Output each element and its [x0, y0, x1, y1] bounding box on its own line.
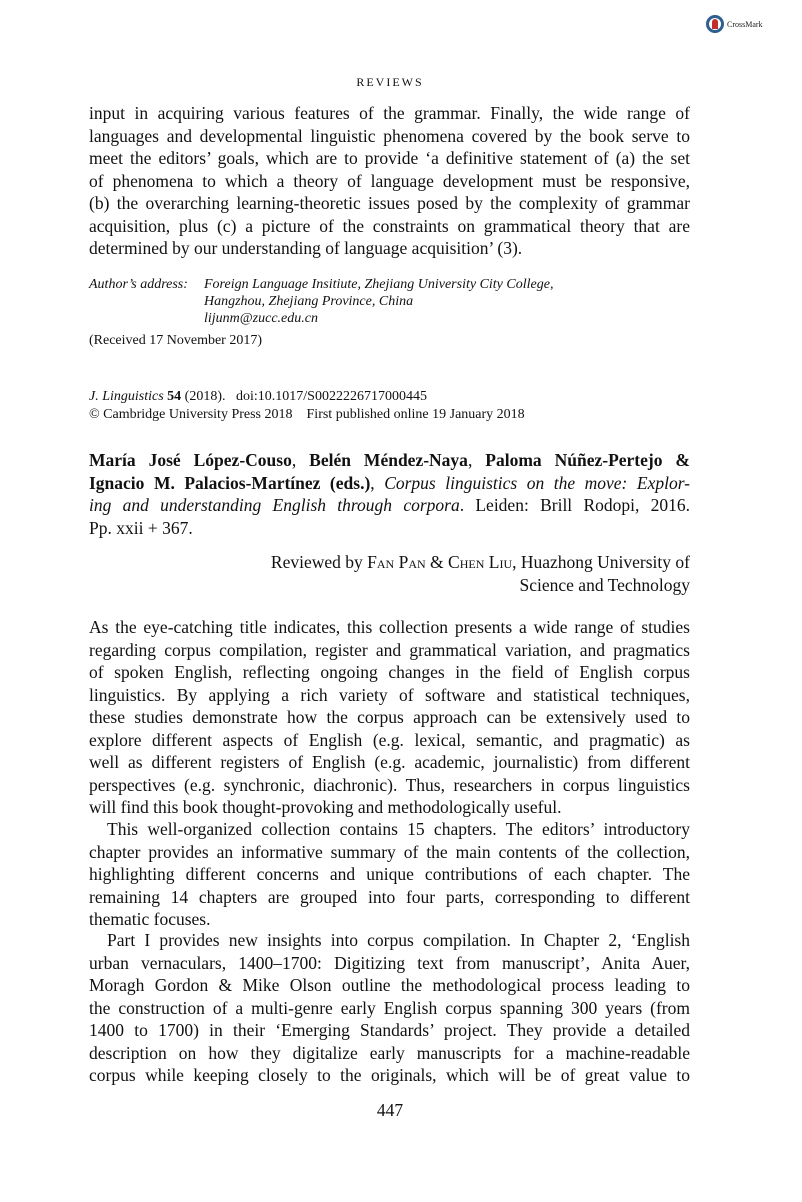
- text-line: explore different aspects of English (e.g. lexical, semantic, and pragmatic) as: [89, 729, 690, 750]
- author-name: Ignacio M. Palacios-Martínez (eds.): [89, 472, 371, 493]
- text-line: languages and developmental linguistic phenomena covered by the book serve to: [89, 125, 690, 146]
- book-title: ing and understanding English through corpora: [89, 495, 460, 515]
- journal-info: [89, 388, 525, 424]
- doi-link[interactable]: doi:10.1017/S0022226717000445: [236, 389, 427, 404]
- body-paragraph: [89, 616, 690, 819]
- author-name: Paloma Núñez-Pertejo &: [485, 450, 690, 470]
- text-line: well as different registers of English (e.g. academic, journalistic) from different: [89, 752, 690, 772]
- journal-name: J. Linguistics: [89, 389, 164, 404]
- text-line: Pp. xxii + 367.: [89, 517, 193, 538]
- text-line: perspectives (e.g. synchronic, diachronic). Thus, researchers in corpus linguistics: [89, 774, 690, 795]
- reviewed-by-label: Reviewed by: [270, 552, 368, 572]
- text-line: urban vernaculars, 1400–1700: Digitizing text from manuscript’, Anita Auer,: [89, 952, 690, 973]
- reviewer-affiliation: Science and Technology: [519, 574, 690, 595]
- text-line: description on how they digitalize early manuscripts for a machine-readable: [89, 1042, 690, 1063]
- running-head: REVIEWS: [356, 75, 424, 89]
- text-line: thematic focuses.: [89, 909, 211, 929]
- body-paragraph: [89, 929, 690, 1087]
- paragraph-continued: [89, 102, 690, 260]
- book-citation: [89, 449, 690, 539]
- address-line: Hangzhou, Zhejiang Province, China: [204, 293, 414, 309]
- crossmark-label: CrossMark: [727, 19, 763, 29]
- text-line: of phenomena to which a theory of language development must be responsive,: [89, 170, 690, 191]
- crossmark-icon: [706, 15, 724, 33]
- address-line: Foreign Language Insitiute, Zhejiang University City College,: [204, 277, 554, 292]
- text-line: will find this book thought-provoking and methodologically useful.: [89, 797, 562, 817]
- received-date: (Received 17 November 2017): [89, 333, 262, 348]
- text-line: 1400 to 1700) in their ‘Emerging Standards’ project. They provide a detailed: [89, 1020, 690, 1040]
- text-span: ,: [291, 450, 310, 470]
- text-line: chapter provides an informative summary of the main contents of the collection,: [89, 841, 690, 862]
- text-span: . Leiden: Brill Rodopi, 2016.: [459, 495, 690, 515]
- book-title: Corpus linguistics on the move: Explor-: [384, 472, 691, 493]
- journal-volume: 54: [167, 389, 182, 404]
- text-line: the construction of a multi-genre early English corpus spanning 300 years (from: [89, 997, 690, 1018]
- text-line: of spoken English, reflecting ongoing changes in the field of English corpus: [89, 662, 690, 682]
- crossmark-badge[interactable]: [706, 15, 763, 33]
- text-line: linguistics. By applying a rich variety of software and statistical techniques,: [89, 684, 690, 705]
- text-span: ,: [467, 450, 486, 470]
- ampersand: &: [425, 552, 449, 572]
- text-line: [89, 449, 690, 472]
- author-email: lijunm@zucc.edu.cn: [204, 310, 318, 326]
- text-line: [89, 494, 690, 517]
- text-span: ,: [370, 472, 385, 493]
- published-date: First published online 19 January 2018: [306, 407, 525, 422]
- text-line: corpus while keeping closely to the originals, which will be of great value to: [89, 1065, 690, 1085]
- reviewer-name: Chen Liu: [448, 552, 513, 572]
- text-line: regarding corpus compilation, register and grammatical variation, and pragmatics: [89, 639, 690, 660]
- address-label: Author’s address:: [89, 277, 188, 292]
- author-name: Belén Méndez-Naya: [309, 450, 468, 470]
- text-line: [89, 472, 690, 495]
- text-line: As the eye-catching title indicates, this collection presents a wide range of studies: [89, 617, 690, 637]
- author-name: María José López-Couso: [89, 450, 292, 470]
- text-line: determined by our understanding of language acquisition’ (3).: [89, 238, 523, 258]
- text-line: (b) the overarching learning-theoretic issues posed by the complexity of grammar: [89, 193, 690, 213]
- copyright: © Cambridge University Press 2018: [89, 407, 293, 422]
- text-line: acquisition, plus (c) a picture of the constraints on grammatical theory that are: [89, 215, 690, 236]
- journal-year: (2018).: [184, 389, 226, 404]
- page-number: 447: [376, 1100, 404, 1120]
- reviewer-name: Fan Pan: [367, 552, 426, 572]
- text-line: meet the editors’ goals, which are to provide ‘a definitive statement of (a) the set: [89, 148, 690, 168]
- body-paragraph: [89, 818, 690, 931]
- reviewer-byline: [89, 551, 690, 596]
- text-line: highlighting different concerns and unique contributions of each chapter. The: [89, 864, 690, 884]
- text-line: these studies demonstrate how the corpus approach can be extensively used to: [89, 707, 690, 727]
- text-line: Part I provides new insights into corpus compilation. In Chapter 2, ‘English: [107, 930, 690, 950]
- text-line: Moragh Gordon & Mike Olson outline the methodological process leading to: [89, 975, 690, 995]
- text-line: input in acquiring various features of the grammar. Finally, the wide range of: [89, 103, 690, 123]
- reviewer-affiliation: , Huazhong University of: [512, 552, 690, 572]
- text-line: remaining 14 chapters are grouped into four parts, corresponding to different: [89, 886, 690, 907]
- text-line: This well-organized collection contains 15 chapters. The editors’ introductory: [107, 819, 690, 839]
